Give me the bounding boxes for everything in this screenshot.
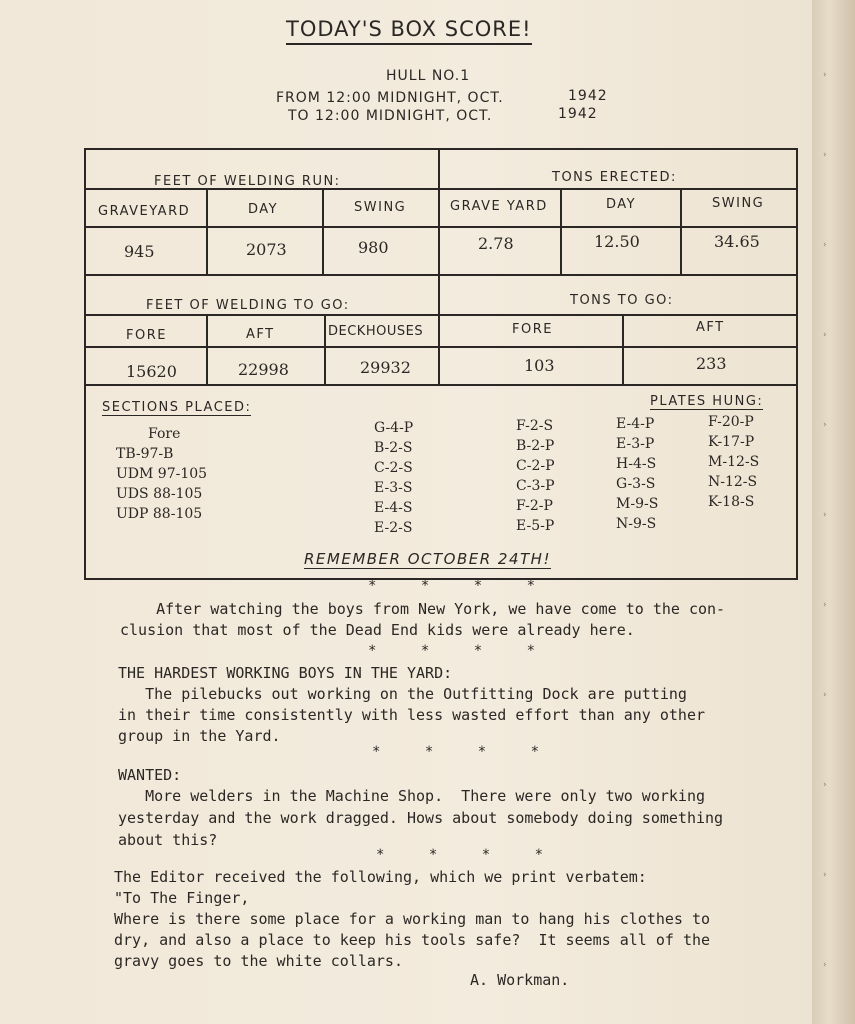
paragraph-line: group in the Yard. — [118, 727, 281, 745]
plate-item: G-3-S — [616, 476, 656, 492]
rule — [622, 314, 624, 384]
rule — [560, 188, 562, 274]
welding-run-swing-value: 980 — [358, 238, 389, 257]
paragraph-line: in their time consistently with less wasted effort than any other — [118, 706, 705, 724]
section-item: F-2-P — [516, 498, 553, 514]
section-item: C-3-P — [516, 478, 555, 494]
welding-to-go-col-fore: FORE — [126, 328, 167, 343]
welding-run-label: FEET OF WELDING RUN: — [154, 174, 341, 189]
section-item: C-2-P — [516, 458, 555, 474]
rule — [86, 384, 796, 386]
tons-erected-label: TONS ERECTED: — [552, 170, 677, 185]
paragraph-line: More welders in the Machine Shop. There were only two working — [118, 787, 705, 805]
welding-to-go-fore-value: 15620 — [126, 362, 177, 381]
welding-to-go-col-deckhouses: DECKHOUSES — [328, 324, 424, 339]
section-item: F-2-S — [516, 418, 554, 434]
box-score-table — [84, 148, 798, 580]
rule — [438, 150, 440, 384]
rule — [680, 188, 682, 274]
paragraph-line: The Editor received the following, which we print verbatem: — [114, 868, 647, 886]
rule — [86, 346, 796, 348]
section-item: E-2-S — [374, 520, 413, 536]
section-item: UDP 88-105 — [116, 506, 203, 522]
tons-to-go-label: TONS TO GO: — [570, 293, 674, 308]
paragraph-line: clusion that most of the Dead End kids were already here. — [120, 621, 635, 639]
separator: * * * * — [372, 744, 558, 760]
welding-run-col-day: DAY — [248, 202, 279, 217]
tons-erected-col-swing: SWING — [712, 196, 765, 211]
rule — [206, 188, 208, 274]
separator: * * * * — [376, 847, 562, 863]
section-heading: WANTED: — [118, 766, 182, 784]
plate-item: E-3-P — [616, 436, 655, 452]
signature: A. Workman. — [470, 971, 570, 989]
tons-erected-swing-value: 34.65 — [714, 232, 760, 251]
hull-number: HULL NO.1 — [386, 68, 471, 84]
paragraph-line: about this? — [118, 831, 218, 849]
section-item: E-3-S — [374, 480, 413, 496]
plate-item: E-4-P — [616, 416, 655, 432]
tons-erected-day-value: 12.50 — [594, 232, 640, 251]
rule — [206, 314, 208, 384]
welding-run-col-swing: SWING — [354, 200, 407, 215]
rule — [86, 226, 796, 228]
rule — [86, 274, 796, 276]
section-item: B-2-S — [374, 440, 413, 456]
section-item: UDM 97-105 — [116, 466, 208, 482]
binding-edge: › › › › › › › › › › › — [812, 0, 855, 1024]
to-line: TO 12:00 MIDNIGHT, OCT. — [288, 108, 493, 124]
tons-to-go-col-fore: FORE — [512, 322, 553, 337]
section-item: E-4-S — [374, 500, 413, 516]
tons-erected-col-graveyard: GRAVE YARD — [450, 199, 548, 214]
paragraph-line: "To The Finger, — [114, 889, 250, 907]
plate-item: K-17-P — [708, 434, 755, 450]
welding-run-day-value: 2073 — [246, 240, 287, 259]
to-year: 1942 — [558, 106, 598, 122]
plate-item: F-20-P — [708, 414, 754, 430]
paragraph-line: yesterday and the work dragged. Hows about somebody doing something — [118, 809, 724, 827]
from-year: 1942 — [568, 88, 608, 104]
plates-hung-label: PLATES HUNG: — [650, 394, 764, 409]
plate-item: M-9-S — [616, 496, 659, 512]
section-item: TB-97-B — [116, 446, 174, 462]
from-line: FROM 12:00 MIDNIGHT, OCT. — [276, 90, 504, 106]
welding-to-go-deckhouses-value: 29932 — [360, 358, 411, 377]
section-item: UDS 88-105 — [116, 486, 203, 502]
welding-to-go-col-aft: AFT — [246, 327, 275, 342]
rule — [322, 188, 324, 274]
paragraph-line: After watching the boys from New York, we have come to the con- — [120, 600, 726, 618]
plate-item: N-12-S — [708, 474, 758, 490]
separator: * * * * — [368, 578, 554, 594]
section-heading: THE HARDEST WORKING BOYS IN THE YARD: — [118, 664, 453, 682]
tons-to-go-fore-value: 103 — [524, 356, 555, 375]
welding-to-go-aft-value: 22998 — [238, 360, 289, 379]
page-title: TODAY'S BOX SCORE! — [286, 16, 532, 45]
sections-placed-label: SECTIONS PLACED: — [102, 400, 252, 415]
remember-note: REMEMBER OCTOBER 24TH! — [304, 550, 551, 568]
plate-item: K-18-S — [708, 494, 755, 510]
section-item: G-4-P — [374, 420, 414, 436]
paragraph-line: gravy goes to the white collars. — [114, 952, 403, 970]
tons-erected-graveyard-value: 2.78 — [478, 234, 514, 253]
welding-to-go-label: FEET OF WELDING TO GO: — [146, 298, 350, 313]
paragraph-line: Where is there some place for a working man to hang his clothes to — [114, 910, 711, 928]
section-item: E-5-P — [516, 518, 555, 534]
tons-to-go-aft-value: 233 — [696, 354, 727, 373]
section-item: B-2-P — [516, 438, 555, 454]
plate-item: H-4-S — [616, 456, 657, 472]
plate-item: M-12-S — [708, 454, 760, 470]
rule — [86, 314, 796, 316]
paragraph-line: dry, and also a place to keep his tools safe? It seems all of the — [114, 931, 711, 949]
section-item: Fore — [148, 426, 181, 442]
rule — [324, 314, 326, 384]
tons-erected-col-day: DAY — [606, 197, 637, 212]
welding-run-graveyard-value: 945 — [124, 242, 155, 261]
section-item: C-2-S — [374, 460, 413, 476]
plate-item: N-9-S — [616, 516, 657, 532]
tons-to-go-col-aft: AFT — [696, 320, 725, 335]
paragraph-line: The pilebucks out working on the Outfitting Dock are putting — [118, 685, 687, 703]
separator: * * * * — [368, 643, 554, 659]
welding-run-col-graveyard: GRAVEYARD — [98, 204, 191, 219]
